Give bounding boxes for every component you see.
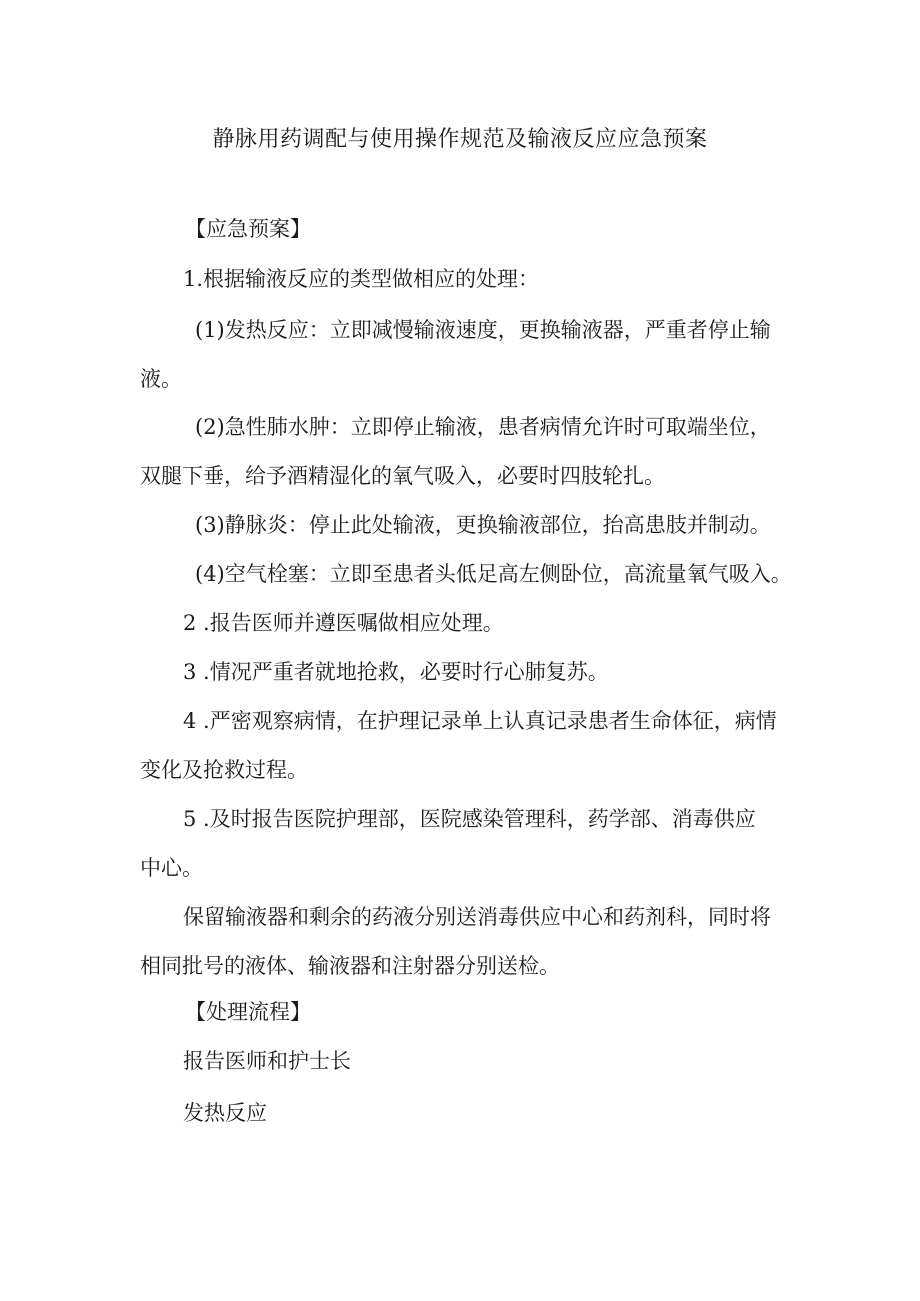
section-heading-emergency: 【应急预案】 [185,217,311,241]
sub-item-2-line-2: 双腿下垂，给予酒精湿化的氧气吸入，必要时四肢轮扎。 [140,464,665,488]
list-item-2: 2 .报告医师并遵医嘱做相应处理。 [183,611,504,635]
list-item-4-line-2: 变化及抢救过程。 [140,758,308,782]
retain-paragraph-line-1: 保留输液器和剩余的药液分别送消毒供应中心和药剂科，同时将 [183,905,771,929]
document-title: 静脉用药调配与使用操作规范及输液反应应急预案 [212,127,708,152]
section-heading-process: 【处理流程】 [185,1000,311,1024]
sub-item-4: (4)空气栓塞：立即至患者头低足高左侧卧位，高流量氧气吸入。 [195,562,792,586]
list-item-1: 1.根据输液反应的类型做相应的处理： [183,267,540,291]
process-step-fever: 发热反应 [183,1101,267,1125]
retain-paragraph-line-2: 相同批号的液体、输液器和注射器分别送检。 [140,954,560,978]
sub-item-1-line-1: (1)发热反应：立即减慢输液速度，更换输液器，严重者停止输 [195,318,771,342]
list-item-4-line-1: 4 .严密观察病情，在护理记录单上认真记录患者生命体征，病情 [183,709,777,733]
list-item-5-line-2: 中心。 [140,856,203,880]
process-step-report: 报告医师和护士长 [183,1049,351,1073]
sub-item-3: (3)静脉炎：停止此处输液，更换输液部位，抬高患肢并制动。 [195,513,771,537]
sub-item-1-line-2: 液。 [140,367,182,391]
sub-item-2-line-1: (2)急性肺水肿：立即停止输液，患者病情允许时可取端坐位， [195,415,771,439]
list-item-5-line-1: 5 .及时报告医院护理部，医院感染管理科，药学部、消毒供应 [183,807,756,831]
list-item-3: 3 .情况严重者就地抢救，必要时行心肺复苏。 [183,660,609,684]
